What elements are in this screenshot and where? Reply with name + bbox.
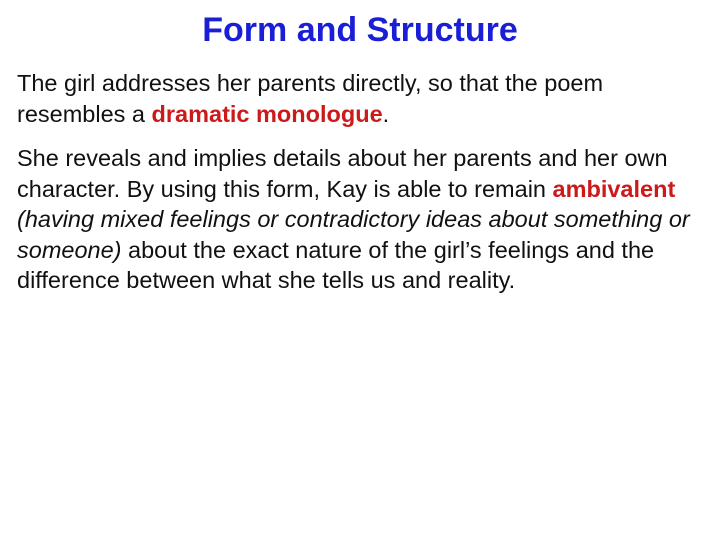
key-term-dramatic-monologue: dramatic monologue bbox=[151, 100, 383, 127]
slide-body bbox=[17, 68, 707, 310]
paragraph-2 bbox=[17, 143, 707, 296]
paragraph-1-end: . bbox=[382, 100, 390, 127]
paragraph-1-text: The girl addresses her parents directly, so that the poem resembles a bbox=[17, 70, 604, 127]
paragraph-2-text: She reveals and implies details about her parents and her own character. By using this form, Kay is able to remain bbox=[17, 145, 668, 202]
paragraph-1 bbox=[17, 68, 707, 129]
key-term-ambivalent: ambivalent bbox=[552, 175, 676, 202]
paragraph-2-end: about the exact nature of the girl’s feelings and the difference between what she tells us and reality. bbox=[17, 236, 655, 293]
slide-title: Form and Structure bbox=[202, 11, 518, 49]
definition-text: (having mixed feelings or contradictory ideas about something or someone) bbox=[17, 206, 690, 263]
